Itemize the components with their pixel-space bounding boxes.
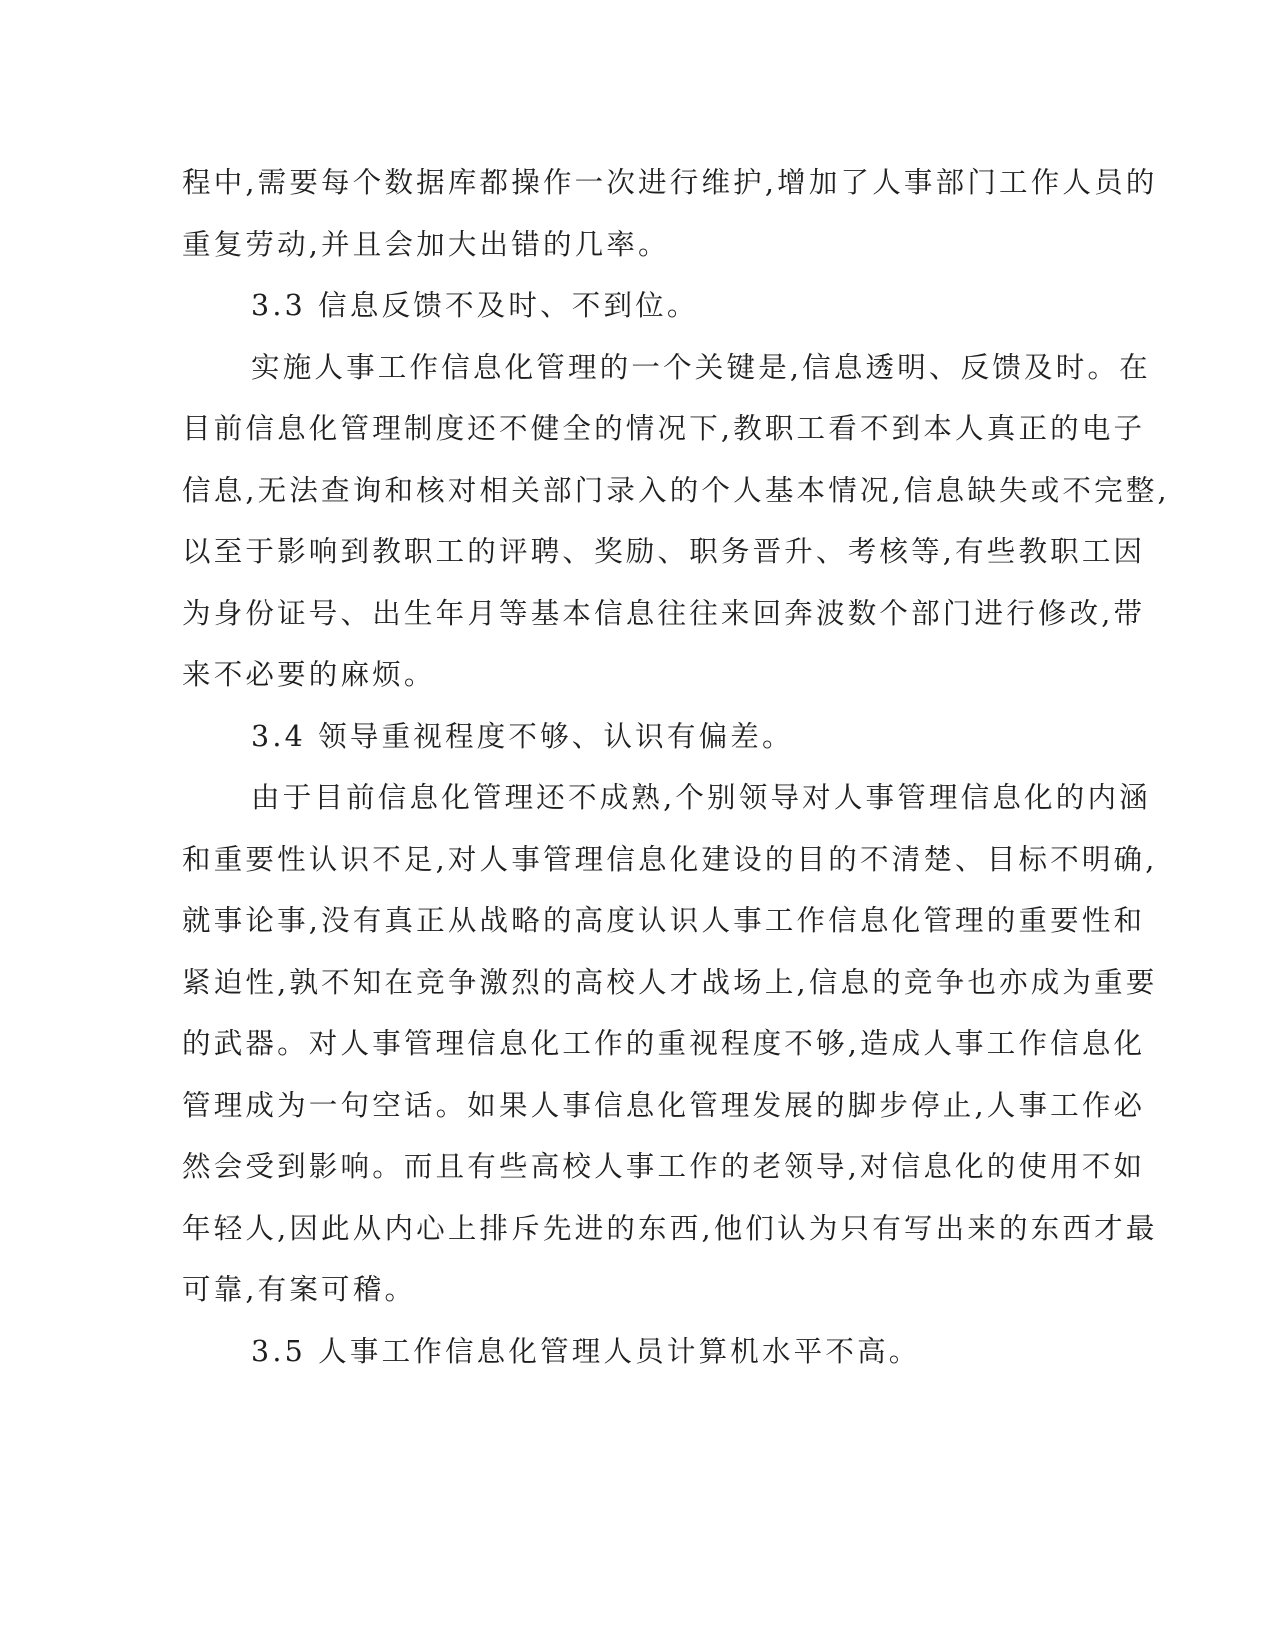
section-heading-3-4: 3.4 领导重视程度不够、认识有偏差。 [251,719,794,753]
paragraph-start: 由于目前信息化管理还不成熟,个别领导对人事管理信息化的内涵 [251,781,1151,814]
text-line: 重复劳动,并且会加大出错的几率。 [182,227,670,261]
text-line: 来不必要的麻烦。 [182,658,436,691]
text-line: 管理成为一句空话。如果人事信息化管理发展的脚步停止,人事工作必 [182,1088,1146,1122]
text-line: 以至于影响到教职工的评聘、奖励、职务晋升、考核等,有些教职工因 [182,535,1146,568]
text-line: 然会受到影响。而且有些高校人事工作的老领导,对信息化的使用不如 [182,1150,1146,1183]
text-line: 信息,无法查询和核对相关部门录入的个人基本情况,信息缺失或不完整, [182,473,1170,507]
text-line: 程中,需要每个数据库都操作一次进行维护,增加了人事部门工作人员的 [182,166,1158,199]
section-heading-3-3: 3.3 信息反馈不及时、不到位。 [251,289,699,322]
text-line: 目前信息化管理制度还不健全的情况下,教职工看不到本人真正的电子 [182,412,1146,445]
text-line: 的武器。对人事管理信息化工作的重视程度不够,造成人事工作信息化 [182,1027,1146,1060]
paragraph-start: 实施人事工作信息化管理的一个关键是,信息透明、反馈及时。在 [251,350,1151,384]
text-line: 和重要性认识不足,对人事管理信息化建设的目的不清楚、目标不明确, [182,842,1158,876]
text-line: 紧迫性,孰不知在竞争激烈的高校人才战场上,信息的竞争也亦成为重要 [182,965,1158,999]
text-line: 年轻人,因此从内心上排斥先进的东西,他们认为只有写出来的东西才最 [182,1211,1158,1245]
document-page [182,152,1170,1382]
section-heading-3-5: 3.5 人事工作信息化管理人员计算机水平不高。 [251,1334,921,1368]
text-line: 就事论事,没有真正从战略的高度认识人事工作信息化管理的重要性和 [182,904,1146,937]
text-line: 可靠,有案可稽。 [182,1273,417,1306]
text-line: 为身份证号、出生年月等基本信息往往来回奔波数个部门进行修改,带 [182,596,1146,630]
